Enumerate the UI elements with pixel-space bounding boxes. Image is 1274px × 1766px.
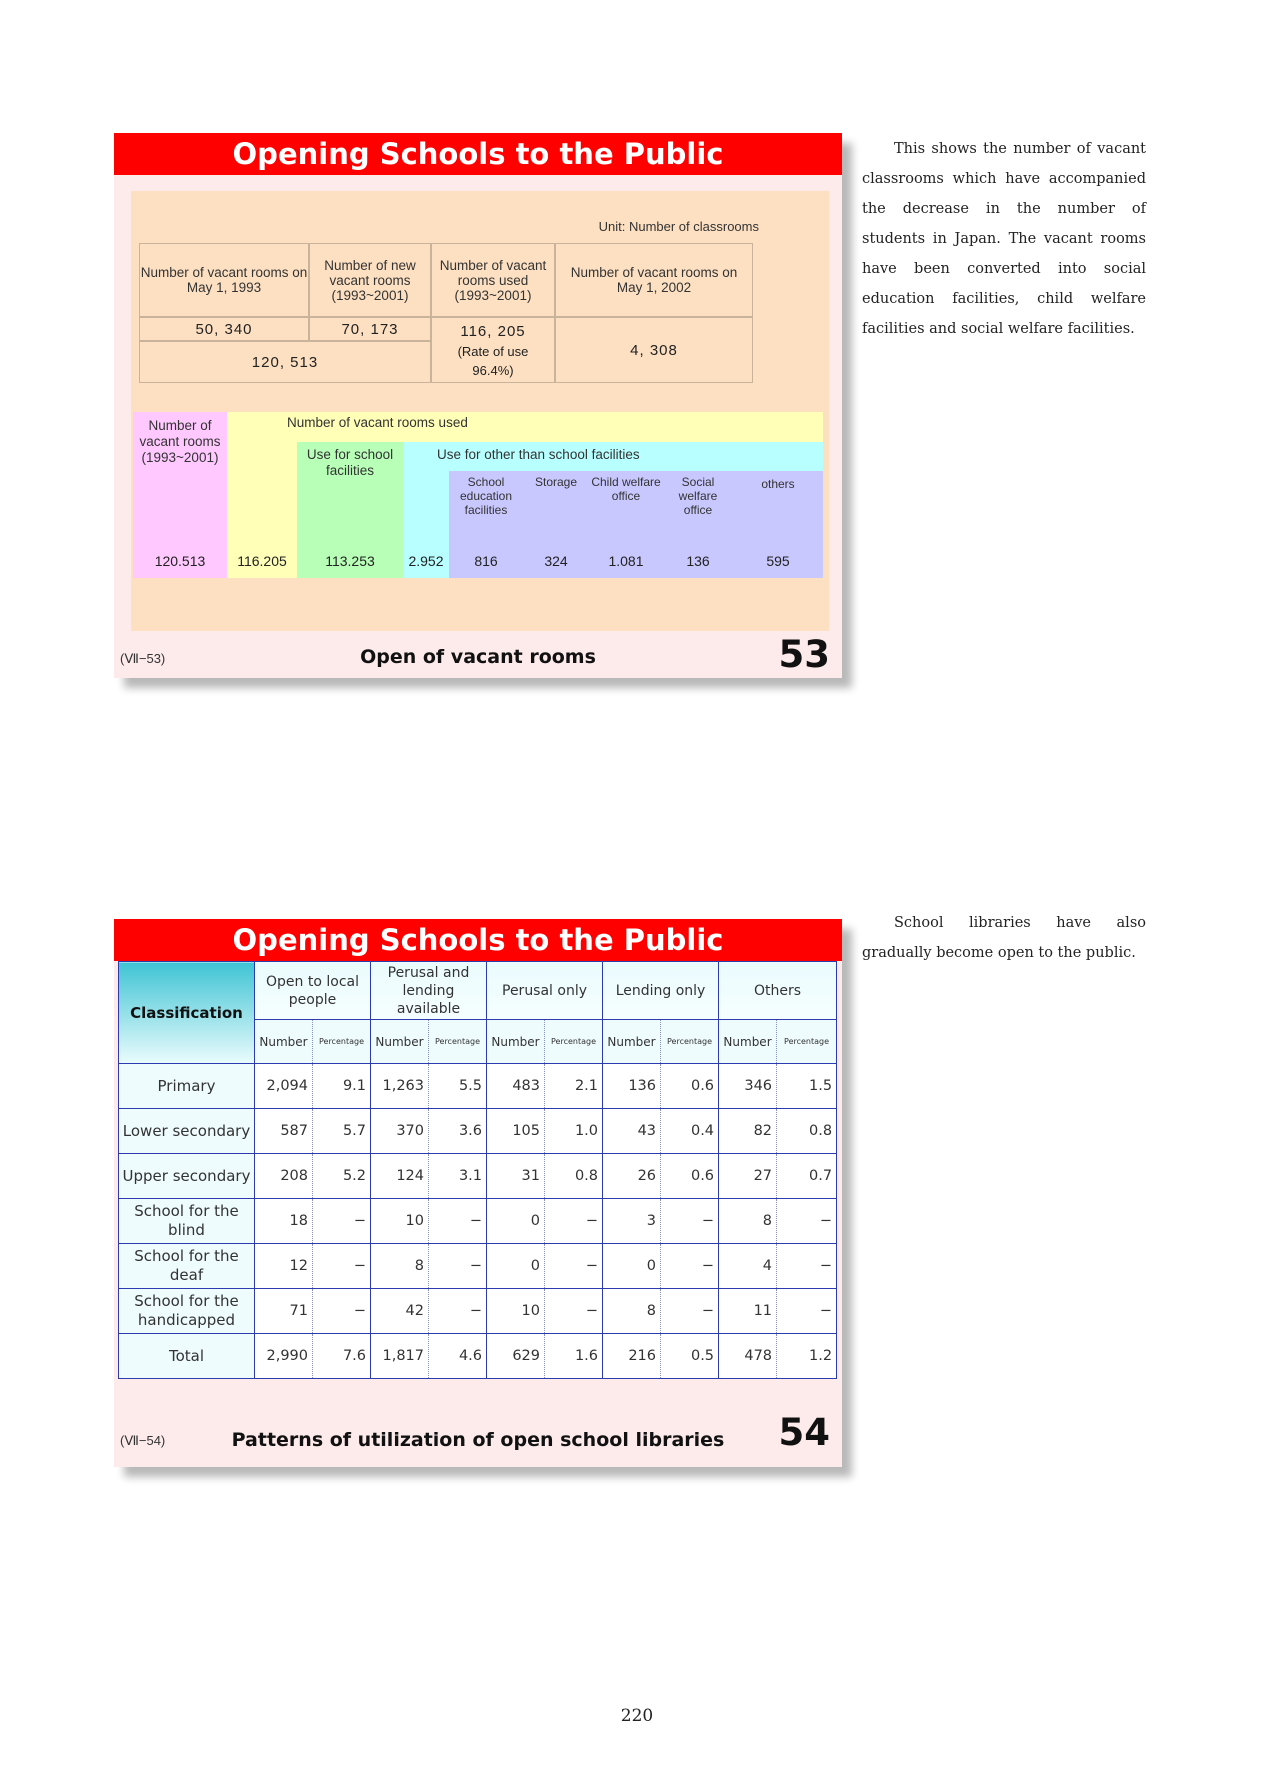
cell-percentage: − <box>313 1199 371 1244</box>
cell-number: 42 <box>371 1289 429 1334</box>
sub-number: Number <box>371 1020 429 1064</box>
label-storage: Storage <box>534 475 578 489</box>
cell-number: 31 <box>487 1154 545 1199</box>
cell-percentage: 5.7 <box>313 1109 371 1154</box>
table-body <box>119 1064 837 1379</box>
cell-number: 346 <box>719 1064 777 1109</box>
cell-number: 483 <box>487 1064 545 1109</box>
header-vacant-1993: Number of vacant rooms on May 1, 1993 <box>139 243 309 317</box>
cell-percentage: 4.6 <box>429 1334 487 1379</box>
cell-percentage: 3.1 <box>429 1154 487 1199</box>
cell-number: 1,263 <box>371 1064 429 1109</box>
num-storage: 324 <box>544 553 568 569</box>
cell-number: 18 <box>255 1199 313 1244</box>
num-child-welfare: 1.081 <box>608 553 644 569</box>
label-used: Number of vacant rooms used <box>287 415 468 430</box>
cell-number: 71 <box>255 1289 313 1334</box>
cell-number: 0 <box>487 1244 545 1289</box>
header-vacant-used: Number of vacant rooms used (1993~2001) <box>431 243 555 317</box>
value-vacant-2002: 4, 308 <box>555 317 753 383</box>
cell-percentage: − <box>661 1199 719 1244</box>
row-label: Total <box>119 1334 255 1379</box>
cell-number: 1,817 <box>371 1334 429 1379</box>
label-total: Number of vacant rooms (1993~2001) <box>139 418 221 465</box>
table-row <box>119 1244 837 1289</box>
cell-percentage: 5.2 <box>313 1154 371 1199</box>
page-number: 220 <box>620 1706 654 1726</box>
cell-percentage: − <box>429 1199 487 1244</box>
row-label: School for the handicapped <box>119 1289 255 1334</box>
cell-number: 11 <box>719 1289 777 1334</box>
cell-number: 216 <box>603 1334 661 1379</box>
cell-percentage: − <box>777 1199 837 1244</box>
slide-title: Opening Schools to the Public <box>114 919 842 961</box>
cell-number: 587 <box>255 1109 313 1154</box>
cell-percentage: − <box>429 1244 487 1289</box>
cell-number: 0 <box>603 1244 661 1289</box>
table-row <box>119 1199 837 1244</box>
group-lending-only: Lending only <box>603 962 719 1020</box>
description-libraries: School libraries have also gradually become open to the public. <box>862 915 1146 961</box>
num-others: 595 <box>766 553 790 569</box>
cell-number: 629 <box>487 1334 545 1379</box>
cell-number: 2,094 <box>255 1064 313 1109</box>
label-school-education: School education facilities <box>459 475 513 517</box>
cell-number: 12 <box>255 1244 313 1289</box>
num-social-welfare: 136 <box>686 553 710 569</box>
unit-label: Unit: Number of classrooms <box>598 219 759 234</box>
cell-percentage: 0.8 <box>777 1109 837 1154</box>
description-vacant-rooms: This shows the number of vacant classrooms which have accompanied the decrease in the number of students in Japan. The vacant rooms have been converted into social education facilities, child welfare facilities and social welfare facilities. <box>862 141 1146 337</box>
label-other: Use for other than school facilities <box>437 447 640 462</box>
row-label: School for the deaf <box>119 1244 255 1289</box>
slide-54 <box>114 919 842 1467</box>
cell-number: 8 <box>371 1244 429 1289</box>
library-utilization-table <box>118 961 837 1379</box>
cell-number: 105 <box>487 1109 545 1154</box>
num-other: 2.952 <box>408 553 444 569</box>
row-label: Lower secondary <box>119 1109 255 1154</box>
cell-number: 0 <box>487 1199 545 1244</box>
cell-number: 26 <box>603 1154 661 1199</box>
sub-percentage: Percentage <box>313 1020 371 1064</box>
row-label: Upper secondary <box>119 1154 255 1199</box>
sub-number: Number <box>603 1020 661 1064</box>
cell-percentage: 3.6 <box>429 1109 487 1154</box>
num-used: 116.205 <box>237 553 287 569</box>
cell-percentage: 0.7 <box>777 1154 837 1199</box>
cell-percentage: − <box>429 1289 487 1334</box>
cell-number: 8 <box>719 1199 777 1244</box>
cell-percentage: 1.5 <box>777 1064 837 1109</box>
num-school-education: 816 <box>474 553 498 569</box>
group-others: Others <box>719 962 837 1020</box>
cell-percentage: − <box>313 1289 371 1334</box>
row-label: Primary <box>119 1064 255 1109</box>
cell-number: 43 <box>603 1109 661 1154</box>
cell-number: 478 <box>719 1334 777 1379</box>
vacant-rooms-panel <box>131 191 829 631</box>
sub-number: Number <box>719 1020 777 1064</box>
cell-number: 136 <box>603 1064 661 1109</box>
cell-percentage: 0.6 <box>661 1154 719 1199</box>
cell-percentage: 2.1 <box>545 1064 603 1109</box>
cell-percentage: 5.5 <box>429 1064 487 1109</box>
cell-percentage: 0.5 <box>661 1334 719 1379</box>
slide-53 <box>114 133 842 678</box>
cell-percentage: − <box>545 1289 603 1334</box>
cell-number: 10 <box>487 1289 545 1334</box>
group-perusal-lending: Perusal and lending available <box>371 962 487 1020</box>
cell-number: 2,990 <box>255 1334 313 1379</box>
cell-percentage: 1.2 <box>777 1334 837 1379</box>
cell-percentage: 1.6 <box>545 1334 603 1379</box>
group-open-local: Open to local people <box>255 962 371 1020</box>
cell-percentage: 7.6 <box>313 1334 371 1379</box>
value-sum: 120, 513 <box>139 341 431 383</box>
footer-code: (Ⅶ−54) <box>120 1433 166 1448</box>
cell-percentage: 1.0 <box>545 1109 603 1154</box>
slide-number: 54 <box>778 1411 830 1454</box>
table-row <box>119 1109 837 1154</box>
sub-number: Number <box>255 1020 313 1064</box>
classification-header: Classification <box>119 962 255 1064</box>
value-vacant-used: 116, 205 (Rate of use 96.4%) <box>431 317 555 383</box>
cell-percentage: 0.6 <box>661 1064 719 1109</box>
table-row <box>119 1154 837 1199</box>
cell-number: 124 <box>371 1154 429 1199</box>
sub-percentage: Percentage <box>661 1020 719 1064</box>
sub-percentage: Percentage <box>777 1020 837 1064</box>
header-new-vacant: Number of new vacant rooms (1993~2001) <box>309 243 431 317</box>
cell-percentage: 9.1 <box>313 1064 371 1109</box>
table-row <box>119 1289 837 1334</box>
slide-title: Opening Schools to the Public <box>114 133 842 175</box>
table-row <box>119 1334 837 1379</box>
num-total: 120.513 <box>154 553 206 569</box>
cell-percentage: − <box>661 1289 719 1334</box>
footer-code: (Ⅶ−53) <box>120 651 166 666</box>
cell-number: 27 <box>719 1154 777 1199</box>
cell-number: 82 <box>719 1109 777 1154</box>
sub-number: Number <box>487 1020 545 1064</box>
cell-percentage: − <box>313 1244 371 1289</box>
sub-percentage: Percentage <box>429 1020 487 1064</box>
cell-number: 208 <box>255 1154 313 1199</box>
cell-percentage: − <box>777 1244 837 1289</box>
cell-percentage: − <box>545 1244 603 1289</box>
label-others: others <box>761 477 795 491</box>
row-label: School for the blind <box>119 1199 255 1244</box>
cell-number: 8 <box>603 1289 661 1334</box>
slide-caption: Patterns of utilization of open school libraries <box>231 1429 725 1451</box>
cell-percentage: 0.4 <box>661 1109 719 1154</box>
table-row <box>119 1064 837 1109</box>
label-child-welfare: Child welfare office <box>591 475 661 503</box>
cell-percentage: − <box>661 1244 719 1289</box>
header-vacant-2002: Number of vacant rooms on May 1, 2002 <box>555 243 753 317</box>
cell-percentage: − <box>545 1199 603 1244</box>
value-new-vacant: 70, 173 <box>309 317 431 341</box>
label-social-welfare: Social welfare office <box>678 475 718 517</box>
cell-percentage: 0.8 <box>545 1154 603 1199</box>
slide-number: 53 <box>778 633 830 676</box>
group-perusal-only: Perusal only <box>487 962 603 1020</box>
cell-percentage: − <box>777 1289 837 1334</box>
num-school: 113.253 <box>325 553 375 569</box>
cell-number: 4 <box>719 1244 777 1289</box>
cell-number: 3 <box>603 1199 661 1244</box>
cell-number: 370 <box>371 1109 429 1154</box>
sub-percentage: Percentage <box>545 1020 603 1064</box>
cell-number: 10 <box>371 1199 429 1244</box>
slide-caption: Open of vacant rooms <box>360 646 596 668</box>
value-vacant-1993: 50, 340 <box>139 317 309 341</box>
label-school: Use for school facilities <box>306 447 394 478</box>
